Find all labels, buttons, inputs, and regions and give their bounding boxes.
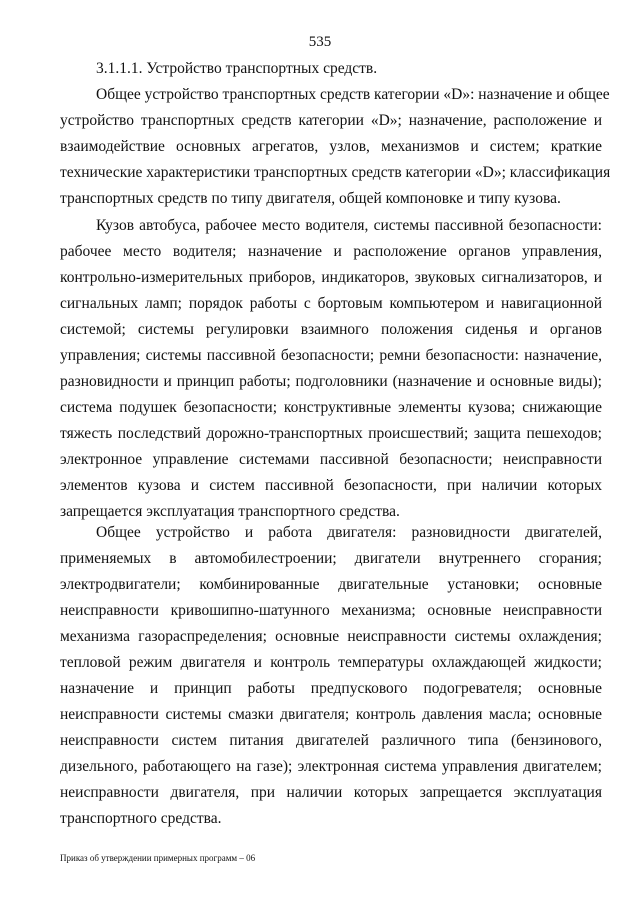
paragraph-line: электронное управление системами пассивной безопасности; неисправности xyxy=(60,451,602,468)
footer-note: Приказ об утверждении примерных программ – 06 xyxy=(60,853,256,863)
paragraph-line: сигнальных ламп; порядок работы с бортовым компьютером и навигационной xyxy=(60,295,602,312)
paragraph-line: система подушек безопасности; конструктивные элементы кузова; снижающие xyxy=(60,399,602,416)
paragraph-line: неисправности двигателя, при наличии которых запрещается эксплуатация xyxy=(60,784,602,801)
paragraph-line: транспортного средства. xyxy=(60,810,222,827)
paragraph-line: элементов кузова и систем пассивной безопасности, при наличии которых xyxy=(60,477,602,494)
paragraph-line: электродвигатели; комбинированные двигательные установки; основные xyxy=(60,576,602,593)
paragraph-line: контрольно-измерительных приборов, индикаторов, звуковых сигнализаторов, и xyxy=(60,269,602,286)
paragraph-line: Общее устройство транспортных средств категории «D»: назначение и общее xyxy=(96,86,610,103)
paragraph-line: Общее устройство и работа двигателя: разновидности двигателей, xyxy=(96,524,602,541)
page-number: 535 xyxy=(308,34,332,50)
paragraph-line: технические характеристики транспортных средств категории «D»; классификация xyxy=(60,164,611,181)
paragraph-line: Кузов автобуса, рабочее место водителя, системы пассивной безопасности: xyxy=(96,217,602,234)
paragraph-line: применяемых в автомобилестроении; двигатели внутреннего сгорания; xyxy=(60,550,602,567)
paragraph-general-device xyxy=(60,82,611,212)
paragraph-line: взаимодействие основных агрегатов, узлов, механизмов и систем; краткие xyxy=(60,138,602,155)
paragraph-line: тяжесть последствий дорожно-транспортных происшествий; защита пешеходов; xyxy=(60,425,602,442)
paragraph-line: транспортных средств по типу двигателя, общей компоновке и типу кузова. xyxy=(60,190,561,207)
paragraph-line: неисправности кривошипно-шатунного механизма; основные неисправности xyxy=(60,602,602,619)
section-heading: 3.1.1.1. Устройство транспортных средств. xyxy=(96,60,378,77)
paragraph-line: устройство транспортных средств категории «D»; назначение, расположение и xyxy=(60,112,602,129)
paragraph-line: тепловой режим двигателя и контроль температуры охлаждающей жидкости; xyxy=(60,654,602,671)
paragraph-line: системой; системы регулировки взаимного положения сиденья и органов xyxy=(60,321,602,338)
paragraph-engine xyxy=(60,520,602,832)
paragraph-line: управления; системы пассивной безопасности; ремни безопасности: назначение, xyxy=(60,347,602,364)
paragraph-line: неисправности систем питания двигателей различного типа (бензинового, xyxy=(60,732,602,749)
paragraph-line: запрещается эксплуатация транспортного средства. xyxy=(60,503,400,520)
paragraph-line: рабочее место водителя; назначение и расположение органов управления, xyxy=(60,243,602,260)
paragraph-line: назначение и принцип работы предпускового подогревателя; основные xyxy=(60,680,602,697)
paragraph-bus-body xyxy=(60,213,602,525)
paragraph-line: механизма газораспределения; основные неисправности системы охлаждения; xyxy=(60,628,602,645)
paragraph-line: дизельного, работающего на газе); электронная система управления двигателем; xyxy=(60,758,602,775)
paragraph-line: разновидности и принцип работы; подголовники (назначение и основные виды); xyxy=(60,373,602,390)
paragraph-line: неисправности системы смазки двигателя; контроль давления масла; основные xyxy=(60,706,602,723)
